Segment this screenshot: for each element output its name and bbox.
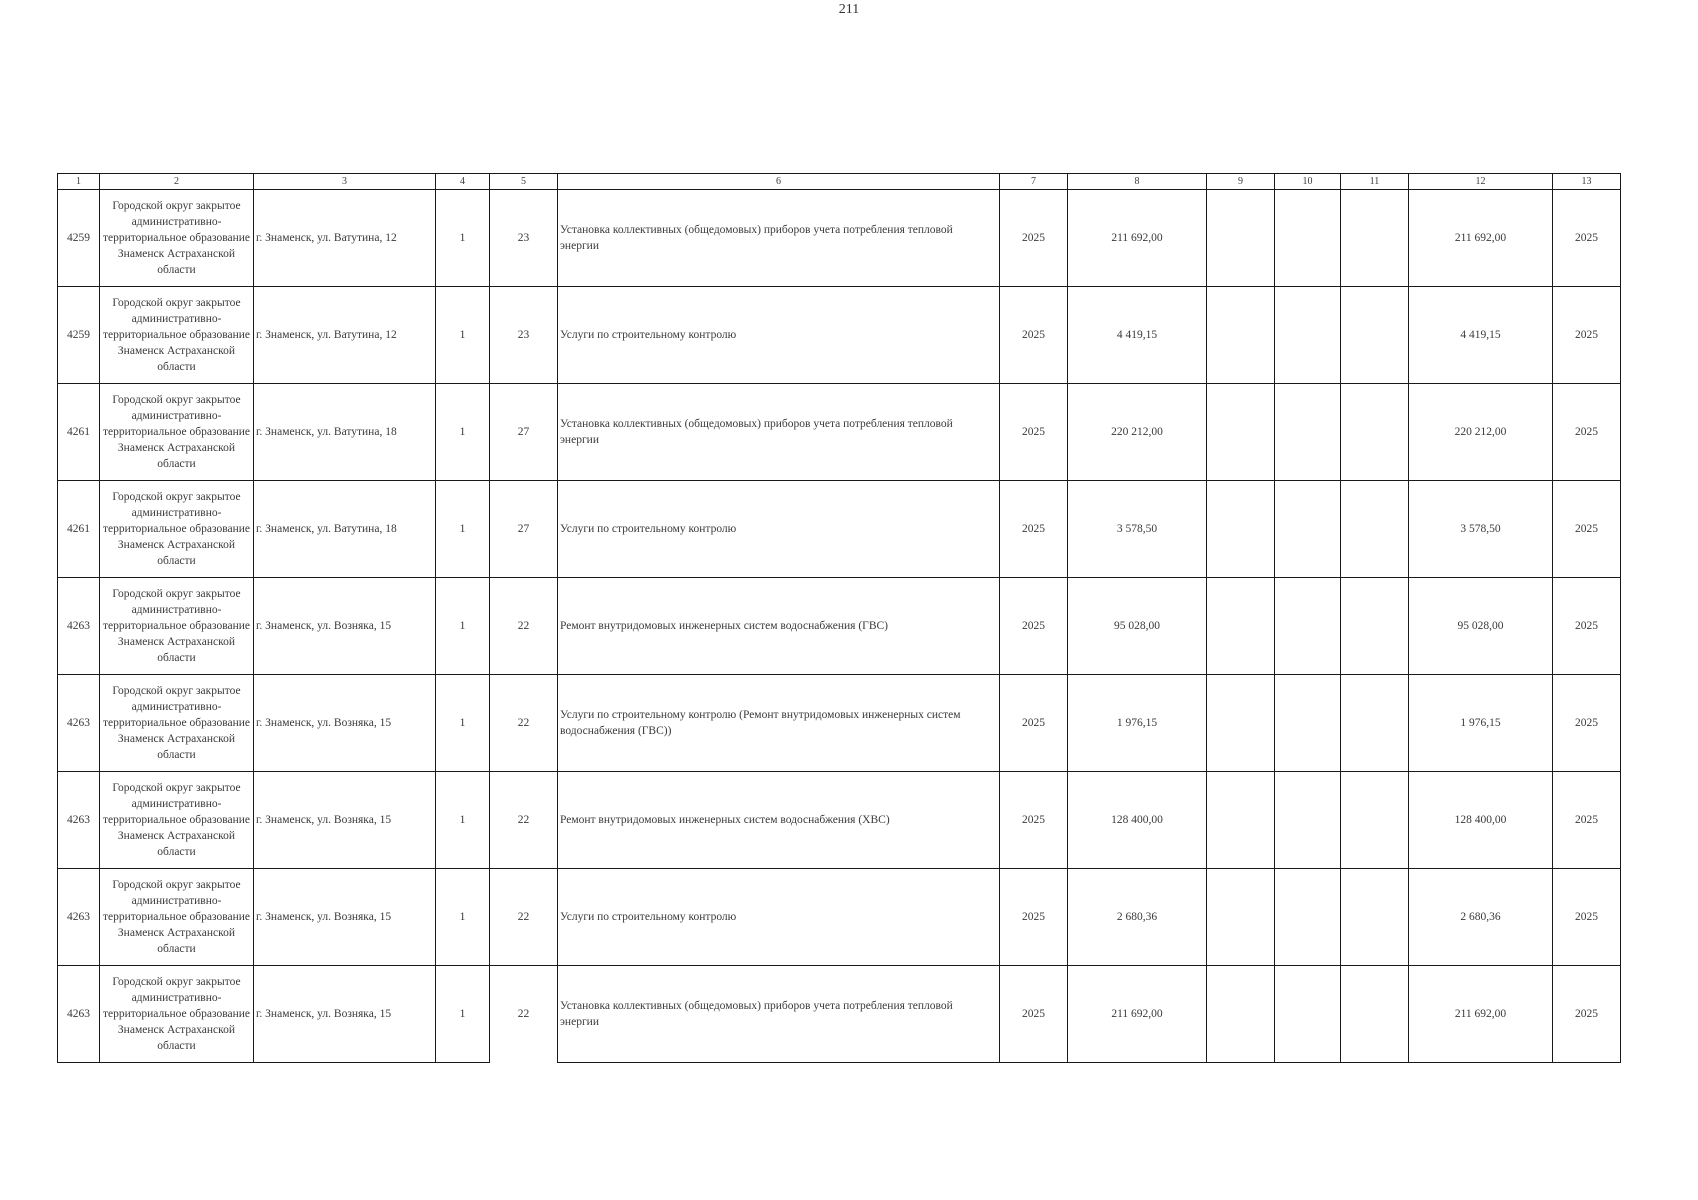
- col4-cell: 1: [436, 481, 490, 578]
- col10-cell: [1275, 675, 1341, 772]
- cost-cell: 220 212,00: [1068, 384, 1207, 481]
- column-number-8: 8: [1068, 174, 1207, 190]
- register-table: [57, 173, 1621, 1063]
- work-type-cell: Услуги по строительному контролю (Ремонт внутридомовых инженерных систем водоснабжения (ГВС)): [558, 675, 1000, 772]
- municipality-cell: Городской округ закрытое административно-территориальное образование Знаменск Астраханской области: [100, 481, 254, 578]
- year-cell: 2025: [1000, 190, 1068, 287]
- end-year-cell: 2025: [1553, 966, 1621, 1063]
- address-cell: г. Знаменск, ул. Ватутина, 12: [254, 287, 436, 384]
- table-row: [58, 772, 1621, 869]
- end-year-cell: 2025: [1553, 481, 1621, 578]
- col10-cell: [1275, 578, 1341, 675]
- col11-cell: [1341, 578, 1409, 675]
- cost-cell: 95 028,00: [1068, 578, 1207, 675]
- table-row: [58, 675, 1621, 772]
- year-cell: 2025: [1000, 772, 1068, 869]
- work-type-cell: Услуги по строительному контролю: [558, 481, 1000, 578]
- col4-cell: 1: [436, 966, 490, 1063]
- col11-cell: [1341, 675, 1409, 772]
- table-row: [58, 287, 1621, 384]
- col9-cell: [1207, 481, 1275, 578]
- cost-cell: 3 578,50: [1068, 481, 1207, 578]
- col11-cell: [1341, 481, 1409, 578]
- amount-cell: 128 400,00: [1409, 772, 1553, 869]
- end-year-cell: 2025: [1553, 287, 1621, 384]
- cost-cell: 2 680,36: [1068, 869, 1207, 966]
- address-cell: г. Знаменск, ул. Возняка, 15: [254, 578, 436, 675]
- municipality-cell: Городской округ закрытое административно-территориальное образование Знаменск Астраханской области: [100, 384, 254, 481]
- col9-cell: [1207, 287, 1275, 384]
- col5-cell: 27: [490, 481, 558, 578]
- municipality-cell: Городской округ закрытое административно-территориальное образование Знаменск Астраханской области: [100, 772, 254, 869]
- cost-cell: 211 692,00: [1068, 190, 1207, 287]
- end-year-cell: 2025: [1553, 384, 1621, 481]
- amount-cell: 211 692,00: [1409, 190, 1553, 287]
- address-cell: г. Знаменск, ул. Ватутина, 12: [254, 190, 436, 287]
- col9-cell: [1207, 675, 1275, 772]
- col11-cell: [1341, 772, 1409, 869]
- end-year-cell: 2025: [1553, 675, 1621, 772]
- cost-cell: 1 976,15: [1068, 675, 1207, 772]
- row-id-cell: 4261: [58, 481, 100, 578]
- row-id-cell: 4263: [58, 772, 100, 869]
- row-id-cell: 4259: [58, 190, 100, 287]
- amount-cell: 1 976,15: [1409, 675, 1553, 772]
- end-year-cell: 2025: [1553, 869, 1621, 966]
- table-row: [58, 578, 1621, 675]
- col11-cell: [1341, 384, 1409, 481]
- col11-cell: [1341, 869, 1409, 966]
- year-cell: 2025: [1000, 578, 1068, 675]
- column-number-12: 12: [1409, 174, 1553, 190]
- amount-cell: 95 028,00: [1409, 578, 1553, 675]
- amount-cell: 2 680,36: [1409, 869, 1553, 966]
- work-type-cell: Услуги по строительному контролю: [558, 287, 1000, 384]
- work-type-cell: Ремонт внутридомовых инженерных систем водоснабжения (ГВС): [558, 578, 1000, 675]
- address-cell: г. Знаменск, ул. Возняка, 15: [254, 675, 436, 772]
- column-number-6: 6: [558, 174, 1000, 190]
- column-number-10: 10: [1275, 174, 1341, 190]
- col10-cell: [1275, 384, 1341, 481]
- col5-cell: 23: [490, 287, 558, 384]
- table-body: [58, 174, 1621, 1063]
- col9-cell: [1207, 190, 1275, 287]
- col10-cell: [1275, 287, 1341, 384]
- amount-cell: 211 692,00: [1409, 966, 1553, 1063]
- column-number-7: 7: [1000, 174, 1068, 190]
- col5-cell: 23: [490, 190, 558, 287]
- address-cell: г. Знаменск, ул. Ватутина, 18: [254, 481, 436, 578]
- col9-cell: [1207, 869, 1275, 966]
- amount-cell: 220 212,00: [1409, 384, 1553, 481]
- year-cell: 2025: [1000, 675, 1068, 772]
- column-number-row: [58, 174, 1621, 190]
- work-type-cell: Установка коллективных (общедомовых) приборов учета потребления тепловой энергии: [558, 966, 1000, 1063]
- table-row: [58, 384, 1621, 481]
- col9-cell: [1207, 578, 1275, 675]
- col9-cell: [1207, 384, 1275, 481]
- col9-cell: [1207, 966, 1275, 1063]
- column-number-9: 9: [1207, 174, 1275, 190]
- column-number-2: 2: [100, 174, 254, 190]
- col11-cell: [1341, 287, 1409, 384]
- col4-cell: 1: [436, 772, 490, 869]
- municipality-cell: Городской округ закрытое административно-территориальное образование Знаменск Астраханской области: [100, 287, 254, 384]
- col11-cell: [1341, 190, 1409, 287]
- column-number-1: 1: [58, 174, 100, 190]
- municipality-cell: Городской округ закрытое административно-территориальное образование Знаменск Астраханской области: [100, 869, 254, 966]
- address-cell: г. Знаменск, ул. Ватутина, 18: [254, 384, 436, 481]
- end-year-cell: 2025: [1553, 578, 1621, 675]
- year-cell: 2025: [1000, 966, 1068, 1063]
- municipality-cell: Городской округ закрытое административно-территориальное образование Знаменск Астраханской области: [100, 675, 254, 772]
- year-cell: 2025: [1000, 481, 1068, 578]
- table-row: [58, 869, 1621, 966]
- column-number-13: 13: [1553, 174, 1621, 190]
- col10-cell: [1275, 190, 1341, 287]
- municipality-cell: Городской округ закрытое административно-территориальное образование Знаменск Астраханской области: [100, 190, 254, 287]
- address-cell: г. Знаменск, ул. Возняка, 15: [254, 772, 436, 869]
- work-type-cell: Услуги по строительному контролю: [558, 869, 1000, 966]
- column-number-11: 11: [1341, 174, 1409, 190]
- municipality-cell: Городской округ закрытое административно-территориальное образование Знаменск Астраханской области: [100, 578, 254, 675]
- amount-cell: 3 578,50: [1409, 481, 1553, 578]
- table-row: [58, 966, 1621, 1063]
- table-row: [58, 190, 1621, 287]
- col4-cell: 1: [436, 190, 490, 287]
- year-cell: 2025: [1000, 869, 1068, 966]
- end-year-cell: 2025: [1553, 772, 1621, 869]
- col10-cell: [1275, 869, 1341, 966]
- col4-cell: 1: [436, 869, 490, 966]
- col5-cell: 22: [490, 966, 558, 1063]
- col5-cell: 22: [490, 772, 558, 869]
- col4-cell: 1: [436, 675, 490, 772]
- row-id-cell: 4261: [58, 384, 100, 481]
- row-id-cell: 4263: [58, 966, 100, 1063]
- amount-cell: 4 419,15: [1409, 287, 1553, 384]
- col9-cell: [1207, 772, 1275, 869]
- page-number: 211: [838, 2, 860, 17]
- col5-cell: 22: [490, 675, 558, 772]
- col4-cell: 1: [436, 287, 490, 384]
- col5-cell: 22: [490, 578, 558, 675]
- table-row: [58, 481, 1621, 578]
- work-type-cell: Ремонт внутридомовых инженерных систем водоснабжения (ХВС): [558, 772, 1000, 869]
- address-cell: г. Знаменск, ул. Возняка, 15: [254, 869, 436, 966]
- row-id-cell: 4263: [58, 675, 100, 772]
- column-number-4: 4: [436, 174, 490, 190]
- col5-cell: 22: [490, 869, 558, 966]
- col10-cell: [1275, 481, 1341, 578]
- col10-cell: [1275, 966, 1341, 1063]
- year-cell: 2025: [1000, 384, 1068, 481]
- end-year-cell: 2025: [1553, 190, 1621, 287]
- row-id-cell: 4263: [58, 869, 100, 966]
- work-type-cell: Установка коллективных (общедомовых) приборов учета потребления тепловой энергии: [558, 190, 1000, 287]
- row-id-cell: 4263: [58, 578, 100, 675]
- municipality-cell: Городской округ закрытое административно-территориальное образование Знаменск Астраханской области: [100, 966, 254, 1063]
- column-number-5: 5: [490, 174, 558, 190]
- col4-cell: 1: [436, 384, 490, 481]
- year-cell: 2025: [1000, 287, 1068, 384]
- col5-cell: 27: [490, 384, 558, 481]
- cost-cell: 128 400,00: [1068, 772, 1207, 869]
- col11-cell: [1341, 966, 1409, 1063]
- work-type-cell: Установка коллективных (общедомовых) приборов учета потребления тепловой энергии: [558, 384, 1000, 481]
- column-number-3: 3: [254, 174, 436, 190]
- row-id-cell: 4259: [58, 287, 100, 384]
- cost-cell: 4 419,15: [1068, 287, 1207, 384]
- col4-cell: 1: [436, 578, 490, 675]
- col10-cell: [1275, 772, 1341, 869]
- address-cell: г. Знаменск, ул. Возняка, 15: [254, 966, 436, 1063]
- cost-cell: 211 692,00: [1068, 966, 1207, 1063]
